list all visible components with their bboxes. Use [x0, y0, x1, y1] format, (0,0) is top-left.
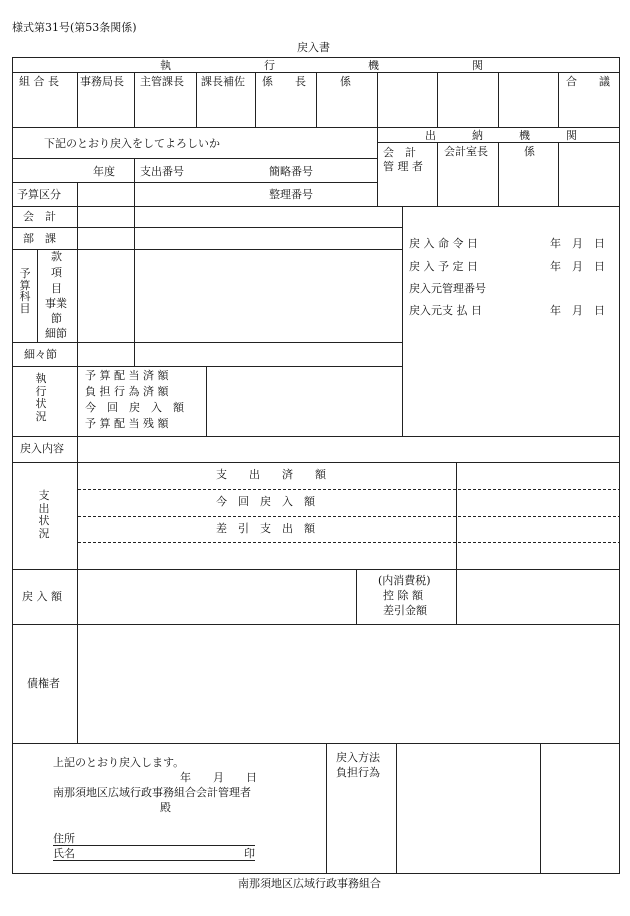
date-label-shiharai: 戻入元支 払 日: [409, 304, 482, 317]
approver-shukan-kacho: 主管課長: [140, 75, 184, 88]
kamoku-moku: 目: [51, 282, 62, 295]
approver-kakaricho: 係 長: [262, 75, 306, 88]
saikensha-label: 債権者: [27, 677, 60, 690]
sashihiki-shishutsu: 差 引 支 出 額: [216, 522, 315, 535]
seiri-bangou-label: 整理番号: [269, 188, 313, 201]
footer-organization: 南那須地区広域行政事務組合: [238, 877, 381, 890]
tax-sashihiki-label: 差引金額: [383, 604, 427, 617]
date-ymd-meirei: 年 月 日: [550, 237, 605, 250]
date-ymd-yotei: 年 月 日: [550, 260, 605, 273]
seal-mark: 印: [244, 847, 255, 860]
kamoku-kou: 項: [51, 266, 62, 279]
date-label-yotei: 戻 入 予 定 日: [409, 260, 478, 273]
kamoku-kan: 款: [51, 250, 62, 263]
form-number: 様式第31号(第53条関係): [12, 21, 137, 34]
date-label-kanri-bangou: 戻入元管理番号: [409, 282, 486, 295]
approver-jimukyokucho: 事務局長: [80, 75, 124, 88]
saisai-setsu-label: 細々節: [24, 348, 57, 361]
yosan-kamoku-label: [16, 268, 34, 314]
shikko-item-2: 負 担 行 為 済 額: [85, 385, 169, 398]
approver-kumiaicho: 組 合 長: [19, 75, 59, 88]
bottom-statement: 上記のとおり戻入します。: [53, 756, 185, 769]
bottom-date: 年 月 日: [180, 771, 257, 784]
nendo-label: 年度: [93, 165, 115, 178]
kaikei-kanrisha-label: 会 計 管 理 者: [383, 146, 423, 174]
reinyu-gaku-label: 戻 入 額: [22, 590, 62, 603]
tax-uchi-label: (内消費税): [378, 574, 431, 587]
tax-koujo-label: 控 除 額: [383, 589, 423, 602]
konkai-reinyu: 今 回 戻 入 額: [216, 495, 315, 508]
reinyu-naiyou-label: 戻入内容: [20, 442, 64, 455]
header-shikko-4: 関: [472, 59, 483, 72]
header-shikko-3: 機: [368, 59, 379, 72]
suitou-kakari-label: 係: [524, 145, 535, 158]
shishutsu-zumi: 支 出 済 額: [216, 468, 326, 481]
shikko-item-4: 予 算 配 当 残 額: [85, 417, 169, 430]
kamoku-setsu: 節: [51, 312, 62, 325]
suitou-3: 機: [519, 129, 530, 142]
suitou-4: 関: [566, 129, 577, 142]
futan-koui-label: 負担行為: [336, 766, 380, 779]
address-label: 住所: [53, 832, 75, 845]
kaikei-shitsucho-label: 会計室長: [444, 145, 488, 158]
shikko-joukyou-label: 執行状況: [35, 372, 47, 423]
suitou-2: 納: [472, 129, 483, 142]
reinyu-houhou-label: 戻入方法: [336, 751, 380, 764]
approver-kacho-hosa: 課長補佐: [201, 75, 245, 88]
kamoku-jigyou: 事業: [45, 297, 67, 310]
shikko-item-1: 予 算 配 当 済 額: [85, 369, 169, 382]
kanryaku-bangou-label: 簡略番号: [269, 165, 313, 178]
request-text: 下記のとおり戻入をしてよろしいか: [44, 137, 220, 150]
kaikei-label: 会 計: [23, 210, 56, 223]
bottom-official: 南那須地区広域行政事務組合会計管理者: [53, 786, 251, 799]
header-shikko-1: 執: [160, 59, 171, 72]
shishutsu-bangou-label: 支出番号: [140, 165, 184, 178]
header-shikko-2: 行: [264, 59, 275, 72]
kamoku-saisetsu: 細節: [45, 327, 67, 340]
yosan-kubun-label: 予算区分: [17, 188, 61, 201]
approver-kakari: 係: [340, 75, 351, 88]
date-label-meirei: 戻 入 命 令 日: [409, 237, 478, 250]
shikko-item-3: 今 回 戻 入 額: [85, 401, 184, 414]
bottom-dono: 殿: [160, 801, 171, 814]
goui-label: 合 議: [566, 75, 610, 88]
shishutsu-joukyou-label: 支出状況: [38, 489, 50, 540]
date-ymd-shiharai: 年 月 日: [550, 304, 605, 317]
name-label: 氏名: [53, 847, 75, 860]
bu-ka-label: 部 課: [23, 232, 56, 245]
yosan-kamoku-text: 予算科目: [19, 267, 31, 315]
form-title: 戻入書: [297, 41, 330, 54]
suitou-1: 出: [425, 129, 436, 142]
